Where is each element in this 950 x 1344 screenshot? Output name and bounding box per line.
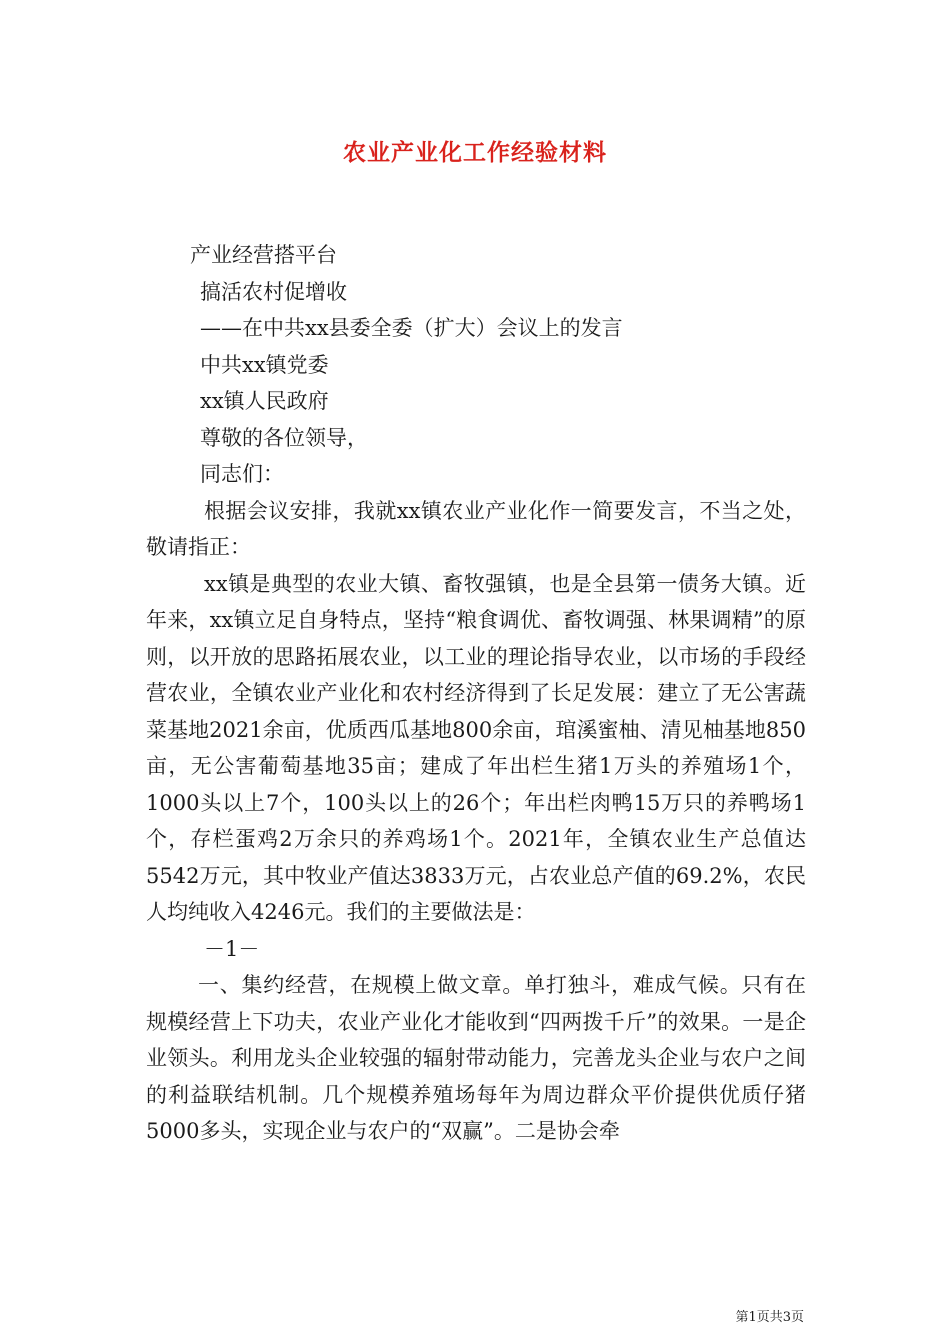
- header-line-6: 尊敬的各位领导，: [200, 425, 368, 450]
- paragraph-3: 一、集约经营，在规模上做文章。单打独斗，难成气候。只有在规模经营上下功夫，农业产业化才能收到“四两拨千斤”的效果。一是企业领头。利用龙头企业较强的辐射带动能力，完善龙头企业与农户之间的利益联结机制。几个规模养殖场每年为周边群众平价提供优质仔猪5000多头，实现企业与农户的“双赢”。二是协会牵: [146, 973, 806, 1143]
- header-line-4: 中共xx镇党委: [200, 352, 329, 377]
- header-line-5: xx镇人民政府: [200, 389, 329, 413]
- paragraph-2: xx镇是典型的农业大镇、畜牧强镇，也是全县第一债务大镇。近年来，xx镇立足自身特点，坚持“粮食调优、畜牧调强、林果调精”的原则，以开放的思路拓展农业，以工业的理论指导农业，以市场的手段经营农业，全镇农业产业化和农村经济得到了长足发展：建立了无公害蔬菜基地2021余亩，优质西瓜基地800余亩，琯溪蜜柚、清见柚基地850亩，无公害葡萄基地35亩；建成了年出栏生猪1万头的养殖场1个，1000头以上7个，100头以上的26个；年出栏肉鸭15万只的养鸭场1个，存栏蛋鸡2万余只的养鸡场1个。2021年，全镇农业生产总值达5542万元，其中牧业产值达3833万元，占农业总产值的69.2%，农民人均纯收入4246元。我们的主要做法是：: [146, 571, 806, 924]
- document-title: 农业产业化工作经验材料: [343, 139, 607, 166]
- page-marker: －1－: [204, 936, 260, 961]
- header-line-3: ——在中共xx县委全委（扩大）会议上的发言: [200, 316, 623, 340]
- header-line-7: 同志们：: [200, 462, 284, 486]
- page-footer: 第1页共3页: [735, 1310, 804, 1325]
- header-line-2: 搞活农村促增收: [200, 279, 347, 304]
- header-line-1: 产业经营搭平台: [190, 243, 337, 267]
- document-body: [146, 237, 806, 1150]
- paragraph-1: 根据会议安排，我就xx镇农业产业化作一简要发言，不当之处，敬请指正：: [146, 498, 806, 559]
